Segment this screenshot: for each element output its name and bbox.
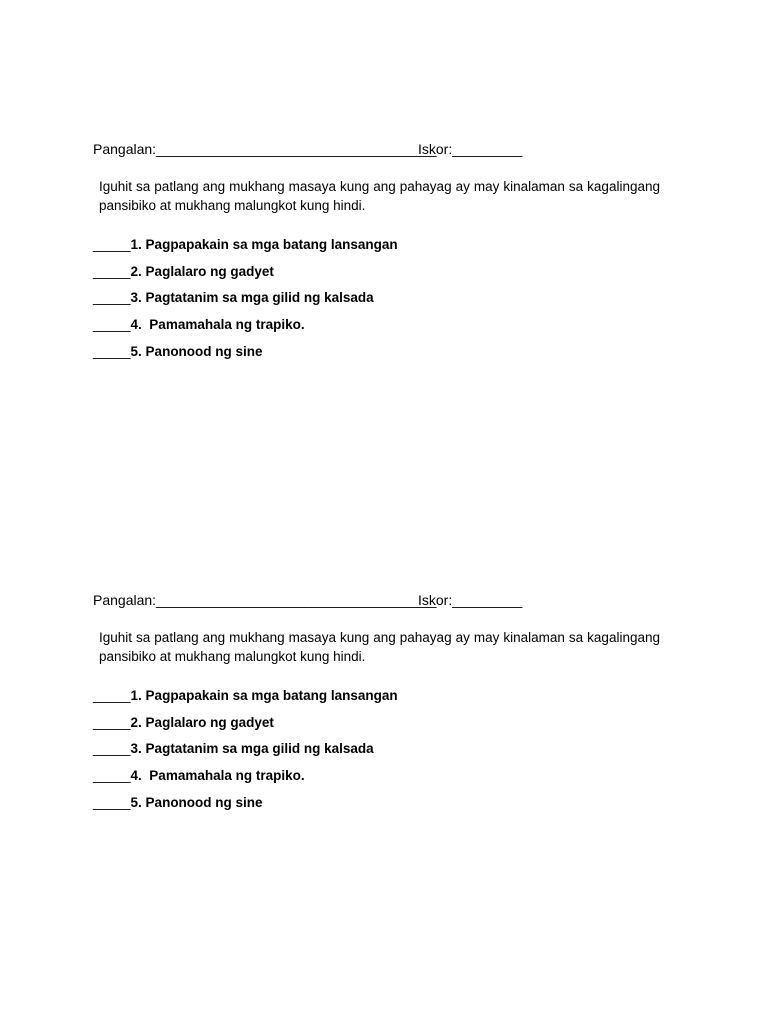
answer-blank: _____ [93,688,131,703]
question-item [93,794,663,821]
answer-blank: _____ [93,714,131,730]
question-text: 1. Pagpapakain sa mga batang lansangan [130,688,398,703]
question-item [93,316,663,343]
question-item [93,740,663,767]
question-text: 5. Panonood ng sine [130,794,263,810]
question-text: 3. Pagtatanim sa mga gilid ng kalsada [130,741,374,757]
question-text: 5. Panonood ng sine [130,343,263,359]
question-text: 4. Pamamahala ng trapiko. [130,768,305,784]
score-field-label: Iskor:_________ [418,141,523,157]
answer-blank: _____ [93,317,131,333]
answer-blank: _____ [93,343,131,359]
name-field-label: Pangalan:____________________________________ [93,592,437,608]
worksheet [93,591,663,836]
question-list [93,236,663,369]
question-item [93,236,663,263]
question-text: 1. Pagpapakain sa mga batang lansangan [130,237,398,252]
question-text: 2. Paglalaro ng gadyet [130,714,274,730]
question-text: 3. Pagtatanim sa mga gilid ng kalsada [130,290,374,306]
score-field-label: Iskor:_________ [418,592,523,608]
worksheet-header [93,591,663,609]
question-item [93,343,663,370]
instructions-text: Iguhit sa patlang ang mukhang masaya kung ang pahayag ay may kinalaman sa kagalingang pansibiko at mukhang malungkot kung hindi. [99,630,660,664]
answer-blank: _____ [93,237,131,252]
name-field-label: Pangalan:____________________________________ [93,141,437,157]
question-item [93,767,663,794]
question-item [93,687,663,714]
instructions-text: Iguhit sa patlang ang mukhang masaya kung ang pahayag ay may kinalaman sa kagalingang pansibiko at mukhang malungkot kung hindi. [99,179,660,213]
question-text: 2. Paglalaro ng gadyet [130,263,274,279]
question-item [93,714,663,741]
question-item [93,289,663,316]
question-list [93,687,663,820]
question-item [93,263,663,290]
question-text: 4. Pamamahala ng trapiko. [130,317,305,333]
answer-blank: _____ [93,741,131,757]
answer-blank: _____ [93,290,131,306]
answer-blank: _____ [93,768,131,784]
worksheet-header [93,140,663,158]
answer-blank: _____ [93,263,131,279]
worksheet [93,140,663,385]
answer-blank: _____ [93,794,131,810]
